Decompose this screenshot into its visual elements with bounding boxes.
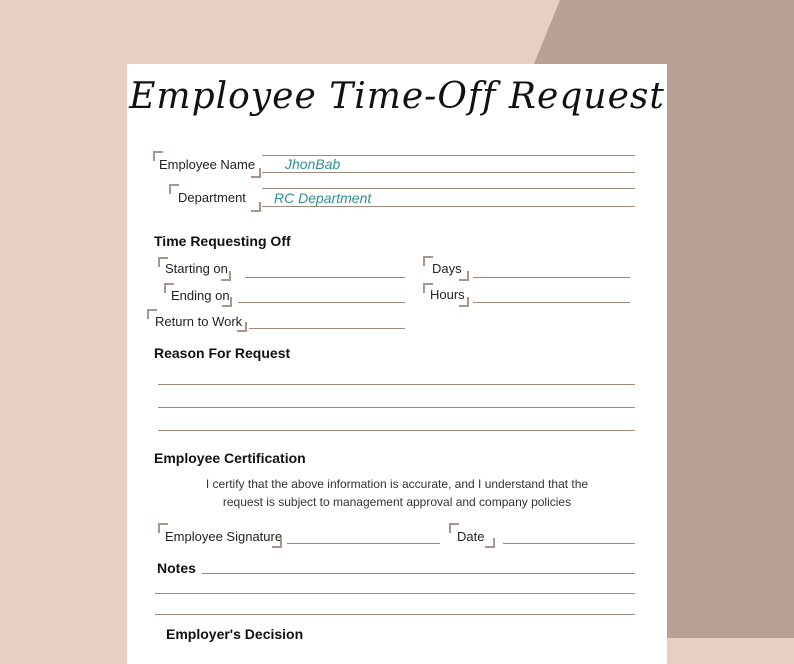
starting-field[interactable]	[245, 277, 405, 278]
return-field[interactable]	[249, 328, 405, 329]
reason-line-1[interactable]	[158, 384, 635, 385]
hours-field[interactable]	[473, 302, 630, 303]
notes-line-3[interactable]	[155, 614, 635, 615]
days-field[interactable]	[473, 277, 630, 278]
employee-name-label: Employee Name	[159, 157, 256, 172]
notes-label: Notes	[157, 560, 196, 576]
corner-ornament	[272, 538, 282, 548]
signature-label: Employee Signature	[165, 529, 283, 544]
corner-ornament	[237, 322, 247, 332]
department-label: Department	[178, 190, 246, 205]
hours-label: Hours	[430, 287, 465, 302]
corner-ornament	[251, 168, 261, 178]
employee-name-line	[262, 155, 635, 156]
certification-text-1: I certify that the above information is accurate, and I understand that the	[205, 477, 589, 491]
time-section-heading: Time Requesting Off	[154, 233, 291, 249]
notes-line-1[interactable]	[202, 573, 635, 574]
department-value[interactable]: RC Department	[274, 190, 372, 206]
certification-heading: Employee Certification	[154, 450, 306, 466]
starting-label: Starting on	[165, 261, 228, 276]
certification-text-2: request is subject to management approval and company policies	[222, 495, 572, 509]
form-title: Employee Time-Off Request	[129, 76, 665, 117]
signature-field[interactable]	[287, 543, 440, 544]
employee-name-value[interactable]: JhonBab	[285, 156, 341, 172]
ending-field[interactable]	[238, 302, 405, 303]
corner-ornament	[485, 538, 495, 548]
department-field[interactable]	[262, 206, 635, 207]
reason-section-heading: Reason For Request	[154, 345, 291, 361]
reason-line-2[interactable]	[158, 407, 635, 408]
corner-ornament	[459, 271, 469, 281]
employee-name-field[interactable]	[262, 172, 635, 173]
corner-ornament	[251, 202, 261, 212]
notes-line-2[interactable]	[155, 593, 635, 594]
form-page	[127, 64, 667, 664]
return-label: Return to Work	[155, 314, 243, 329]
corner-ornament	[221, 271, 231, 281]
decision-heading: Employer's Decision	[166, 626, 304, 642]
corner-ornament	[459, 297, 469, 307]
days-label: Days	[432, 261, 462, 276]
date-label: Date	[457, 529, 485, 544]
reason-line-3[interactable]	[158, 430, 635, 431]
corner-ornament	[222, 297, 232, 307]
date-field[interactable]	[503, 543, 635, 544]
ending-label: Ending on	[171, 288, 230, 303]
department-line	[262, 188, 635, 189]
